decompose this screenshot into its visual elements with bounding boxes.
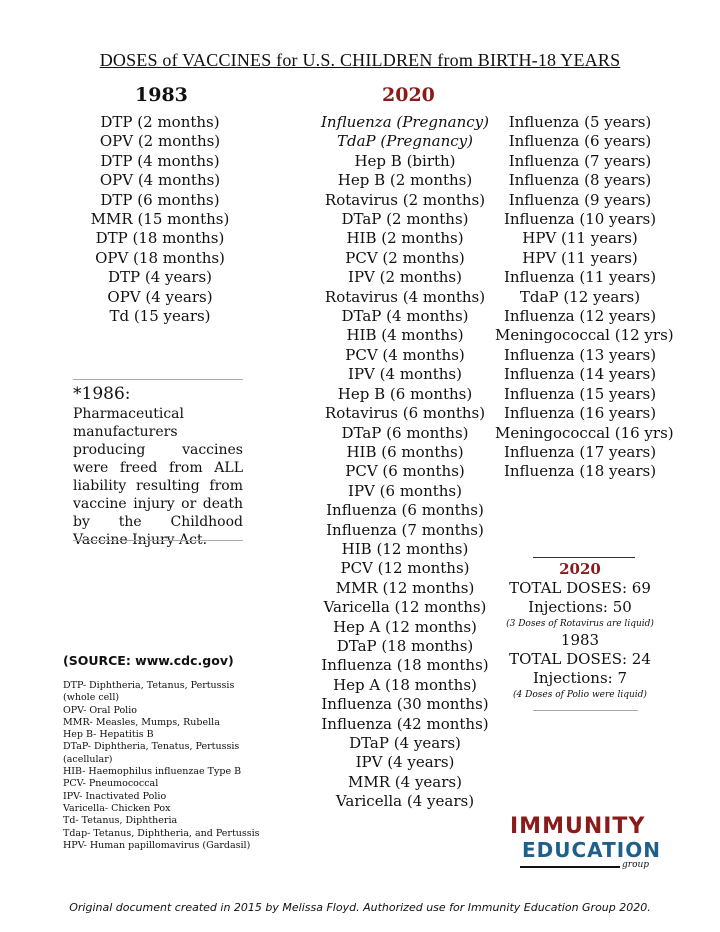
vaccine-item: HIB (4 months) [346,326,464,345]
divider [533,557,635,558]
vaccine-item: DTP (4 years) [107,268,213,287]
abbreviation-item: Varicella- Chicken Pox [63,802,171,814]
vaccine-item: DTP (18 months) [95,229,225,248]
vaccine-item: PCV (2 months) [345,248,465,267]
vaccine-item: HIB (12 months) [341,539,469,558]
vaccine-item: MMR (4 years) [348,772,462,791]
vaccine-item: DTP (6 months) [100,190,220,209]
abbreviation-item: HIB- Haemophilus influenzae Type B [63,766,242,778]
vaccine-item: IPV (4 years) [355,753,455,772]
divider [533,710,638,711]
abbreviations-list [63,680,260,852]
vaccine-list-1983 [70,113,250,326]
vaccine-item: MMR (12 months) [335,578,475,597]
vaccine-item: Hep A (12 months) [333,617,477,636]
logo-syringe-icon: group [510,861,660,873]
vaccine-item: Hep B (6 months) [337,384,473,403]
vaccine-item: Influenza (11 years) [503,268,657,287]
vaccine-list-2020-a [315,113,495,812]
source-label: (SOURCE: www.cdc.gov) [63,653,234,668]
abbreviation-item: Hep B- Hepatitis B [63,729,154,741]
vaccine-item: TdaP (12 years) [519,287,641,306]
vaccine-item: Influenza (14 years) [503,365,657,384]
vaccine-item: TdaP (Pregnancy) [337,132,473,151]
vaccine-item: Influenza (8 years) [508,171,652,190]
vaccine-item: HPV (11 years) [522,248,638,267]
vaccine-item: OPV (4 months) [99,171,221,190]
note-body: Pharmaceutical manufacturers producing vaccines were freed from ALL liability resulting from vaccine injury or death by the Childhood Vaccine Injury Act. [73,406,243,548]
summary-injections-2020: Injections: 50 [528,598,632,616]
summary-year-1983: 1983 [560,631,600,649]
summary-injections-1983: Injections: 7 [532,669,628,687]
summary-year-2020: 2020 [559,560,601,578]
abbreviation-item: Td- Tetanus, Diphtheria [63,815,178,827]
vaccine-item: Hep A (18 months) [333,675,477,694]
vaccine-item: Influenza (5 years) [508,113,652,131]
vaccine-item: PCV (4 months) [345,345,465,364]
vaccine-item: Rotavirus (4 months) [324,287,486,306]
vaccine-item: Influenza (7 months) [326,520,484,539]
vaccine-item: Influenza (6 years) [508,132,652,151]
summary-total-2020: TOTAL DOSES: 69 [509,579,651,597]
vaccine-item: DTaP (2 months) [341,210,469,229]
logo-line-2: EDUCATION [522,838,661,862]
vaccine-item: Varicella (12 months) [323,598,487,617]
vaccine-item: Influenza (12 years) [503,307,657,326]
vaccine-item: Influenza (16 years) [503,404,657,423]
abbreviation-item: (acellular) [63,753,113,765]
immunity-education-logo [510,815,660,873]
summary-total-1983: TOTAL DOSES: 24 [509,650,651,668]
abbreviation-item: HPV- Human papillomavirus (Gardasil) [63,839,251,851]
abbreviation-item: IPV- Inactivated Polio [63,790,167,802]
vaccine-item: IPV (2 months) [348,268,462,287]
vaccine-item: DTaP (4 months) [341,307,469,326]
vaccine-item: Meningococcal (16 yrs) [495,423,674,442]
abbreviation-item: OPV- Oral Polio [63,704,137,716]
vaccine-item: Hep B (2 months) [337,171,473,190]
year-2020-heading: 2020 [382,84,435,106]
vaccine-item: DTaP (6 months) [341,423,469,442]
vaccine-list-2020-b [495,113,674,482]
abbreviation-item: MMR- Measles, Mumps, Rubella [63,716,220,728]
divider [73,379,243,380]
vaccine-item: Influenza (13 years) [503,345,657,364]
vaccine-item: Influenza (18 years) [503,462,657,481]
summary-note-1983: (4 Doses of Polio were liquid) [513,690,647,700]
vaccine-item: IPV (6 months) [348,481,462,500]
vaccine-item: Varicella (4 years) [335,792,475,811]
abbreviation-item: DTP- Diphtheria, Tetanus, Pertussis [63,680,235,691]
vaccine-item: Td (15 years) [109,307,211,326]
abbreviation-item: DTaP- Diphtheria, Tenatus, Pertussis [63,741,240,753]
vaccine-item: DTaP (4 years) [349,734,461,752]
vaccine-item: HIB (2 months) [346,229,464,248]
vaccine-item: MMR (15 months) [90,210,230,229]
summary-note-2020: (3 Doses of Rotavirus are liquid) [506,619,654,629]
note-heading: *1986: [73,384,131,404]
abbreviation-item: Tdap- Tetanus, Diphtheria, and Pertussis [63,827,260,839]
logo-line-1: IMMUNITY [510,814,646,839]
vaccine-item: Influenza (30 months) [321,695,489,714]
vaccine-item: Influenza (9 years) [508,190,652,209]
vaccine-item: DTP (4 months) [100,151,220,170]
summary-box [495,560,665,702]
abbreviation-item: PCV- Pneumococcal [63,778,159,790]
divider [73,540,243,541]
vaccine-item: IPV (4 months) [348,365,462,384]
vaccine-item: OPV (2 months) [99,132,221,151]
vaccine-item: OPV (18 months) [95,248,225,267]
vaccine-item: Influenza (42 months) [321,714,489,733]
vaccine-item: Rotavirus (2 months) [324,190,486,209]
vaccine-item: Influenza (Pregnancy) [321,113,489,131]
vaccine-item: Influenza (17 years) [503,442,657,461]
vaccine-item: Meningococcal (12 yrs) [495,326,674,345]
vaccine-item: OPV (4 years) [107,287,213,306]
vaccine-item: PCV (6 months) [345,462,465,481]
vaccine-item: Influenza (7 years) [508,151,652,170]
footer-note: Original document created in 2015 by Melissa Floyd. Authorized use for Immunity Education Group 2020. [69,901,651,914]
vaccine-item: DTP (2 months) [100,113,220,131]
vaccine-item: PCV (12 months) [340,559,470,578]
page-title: DOSES of VACCINES for U.S. CHILDREN from BIRTH-18 YEARS [99,50,621,70]
abbreviation-item: (whole cell) [63,692,120,704]
vaccine-item: Influenza (15 years) [503,384,657,403]
year-1983-heading: 1983 [135,84,188,106]
vaccine-item: HIB (6 months) [346,442,464,461]
vaccine-item: Influenza (6 months) [326,501,484,520]
vaccine-item: Hep B (birth) [354,151,456,170]
vaccine-item: Influenza (10 years) [503,210,657,229]
vaccine-item: DTaP (18 months) [336,636,474,655]
vaccine-item: Rotavirus (6 months) [324,404,486,423]
vaccine-item: Influenza (18 months) [321,656,489,675]
vaccine-item: HPV (11 years) [522,229,638,248]
